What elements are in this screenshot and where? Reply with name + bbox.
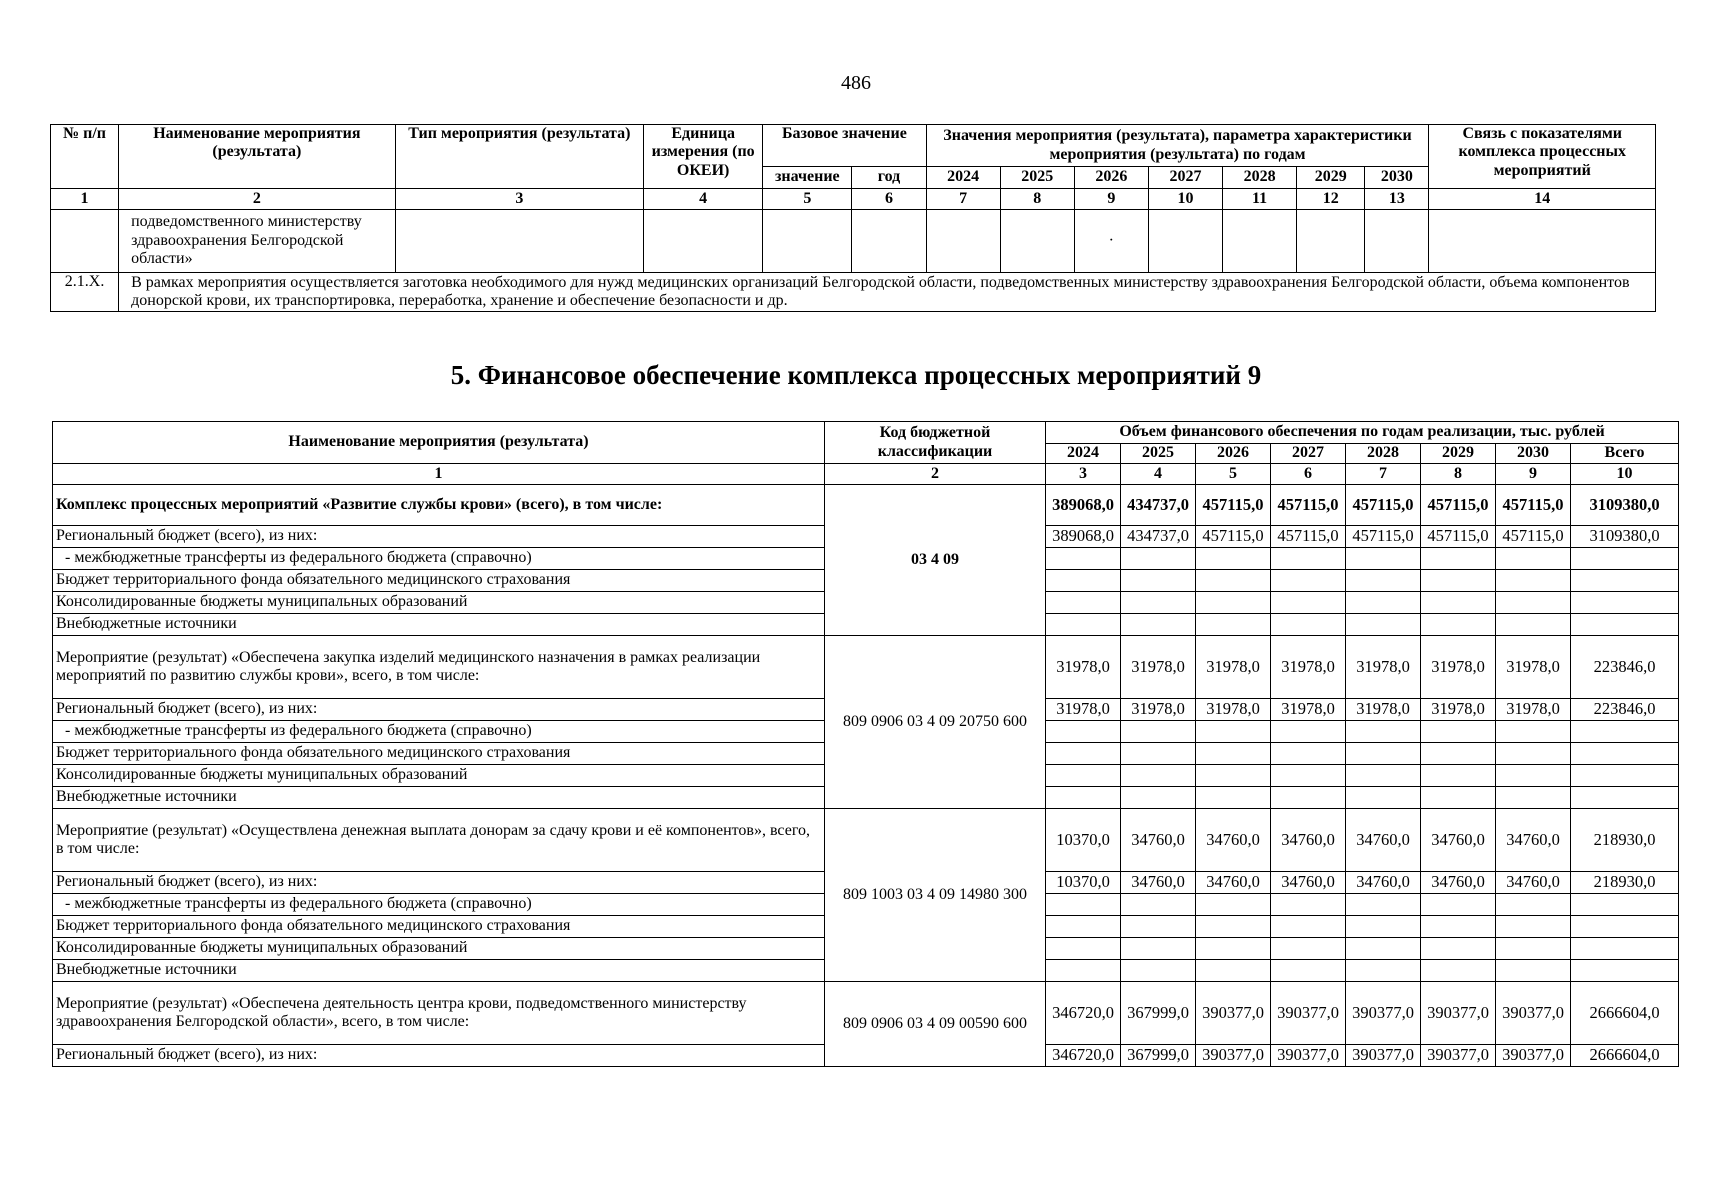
value-cell: 389068,0: [1046, 526, 1121, 548]
header-year: 2024: [926, 167, 1000, 189]
value-cell: 2666604,0: [1571, 982, 1679, 1045]
value-cell: 31978,0: [1121, 699, 1196, 721]
block-title: Мероприятие (результат) «Обеспечена закупка изделий медицинского назначения в рамках реализации мероприятий по развитию службы крови», всего, в том числе:: [53, 636, 825, 699]
value-cell: 34760,0: [1421, 872, 1496, 894]
value-cell: 31978,0: [1421, 636, 1496, 699]
value-cell: 457115,0: [1346, 485, 1421, 526]
row-label: Бюджет территориального фонда обязательного медицинского страхования: [53, 570, 825, 592]
value-cell: 390377,0: [1346, 982, 1421, 1045]
header-activity-name: Наименование мероприятия (результата): [53, 422, 825, 464]
value-cell: 31978,0: [1046, 699, 1121, 721]
header-base-year: год: [852, 167, 926, 189]
value-cell: 457115,0: [1421, 526, 1496, 548]
budget-code: 809 1003 03 4 09 14980 300: [825, 809, 1046, 982]
col-number: 4: [1121, 464, 1196, 485]
value-cell: 223846,0: [1571, 636, 1679, 699]
col-number: 7: [1346, 464, 1421, 485]
value-cell: 34760,0: [1346, 872, 1421, 894]
value-cell: 34760,0: [1496, 872, 1571, 894]
header-unit: Единица измерения (по ОКЕИ): [644, 125, 763, 189]
header-total: Всего: [1571, 444, 1679, 464]
col-number: 5: [763, 189, 852, 210]
continuation-text: подведомственного министерству здравоохранения Белгородской области»: [119, 210, 395, 273]
continuation-row: [51, 210, 1656, 273]
note-number: 2.1.X.: [51, 273, 119, 312]
row-label: Внебюджетные источники: [53, 960, 825, 982]
col-number: 7: [926, 189, 1000, 210]
header-year: 2030: [1365, 167, 1429, 189]
value-cell: 457115,0: [1496, 485, 1571, 526]
col-number: 1: [51, 189, 119, 210]
block-title: Мероприятие (результат) «Обеспечена деятельность центра крови, подведомственного министерству здравоохранения Белгородской области», всего, в том числе:: [53, 982, 825, 1045]
value-cell: 31978,0: [1271, 699, 1346, 721]
stray-mark: ·: [1074, 210, 1148, 273]
value-cell: 390377,0: [1496, 1045, 1571, 1067]
value-cell: 390377,0: [1346, 1045, 1421, 1067]
value-cell: 390377,0: [1421, 982, 1496, 1045]
value-cell: 34760,0: [1421, 809, 1496, 872]
block-total-row: [53, 982, 1679, 1045]
budget-code: 809 0906 03 4 09 20750 600: [825, 636, 1046, 809]
value-cell: 346720,0: [1046, 1045, 1121, 1067]
header-type: Тип мероприятия (результата): [395, 125, 643, 189]
header-year: 2024: [1046, 444, 1121, 464]
col-number: 2: [119, 189, 395, 210]
page-number: 486: [841, 72, 871, 94]
col-number: 13: [1365, 189, 1429, 210]
value-cell: 31978,0: [1346, 636, 1421, 699]
value-cell: 31978,0: [1346, 699, 1421, 721]
value-cell: 31978,0: [1496, 636, 1571, 699]
value-cell: 34760,0: [1196, 809, 1271, 872]
value-cell: 10370,0: [1046, 872, 1121, 894]
col-number: 6: [852, 189, 926, 210]
col-number: 3: [395, 189, 643, 210]
col-number: 10: [1148, 189, 1222, 210]
row-label: Консолидированные бюджеты муниципальных образований: [53, 592, 825, 614]
value-cell: 31978,0: [1196, 699, 1271, 721]
row-label: Бюджет территориального фонда обязательного медицинского страхования: [53, 743, 825, 765]
header-num: № п/п: [51, 125, 119, 189]
row-label: - межбюджетные трансферты из федерального бюджета (справочно): [53, 894, 825, 916]
row-label: Консолидированные бюджеты муниципальных образований: [53, 765, 825, 787]
col-number: 11: [1223, 189, 1297, 210]
section-heading: 5. Финансовое обеспечение комплекса процессных мероприятий 9: [450, 360, 1262, 390]
col-number: 14: [1429, 189, 1656, 210]
row-label: Региональный бюджет (всего), из них:: [53, 699, 825, 721]
col-number: 8: [1421, 464, 1496, 485]
value-cell: 457115,0: [1496, 526, 1571, 548]
row-label: Внебюджетные источники: [53, 787, 825, 809]
value-cell: 34760,0: [1346, 809, 1421, 872]
header-year: 2026: [1074, 167, 1148, 189]
row-label: Внебюджетные источники: [53, 614, 825, 636]
row-label: - межбюджетные трансферты из федерального бюджета (справочно): [53, 721, 825, 743]
value-cell: 389068,0: [1046, 485, 1121, 526]
block-title: Комплекс процессных мероприятий «Развитие службы крови» (всего), в том числе:: [53, 485, 825, 526]
header-year: 2027: [1271, 444, 1346, 464]
col-number: 10: [1571, 464, 1679, 485]
col-number: 2: [825, 464, 1046, 485]
value-cell: 218930,0: [1571, 809, 1679, 872]
value-cell: 390377,0: [1196, 982, 1271, 1045]
value-cell: 34760,0: [1496, 809, 1571, 872]
row-label: Бюджет территориального фонда обязательного медицинского страхования: [53, 916, 825, 938]
header-year: 2026: [1196, 444, 1271, 464]
row-label: - межбюджетные трансферты из федерального бюджета (справочно): [53, 548, 825, 570]
value-cell: 34760,0: [1271, 809, 1346, 872]
row-label: Региональный бюджет (всего), из них:: [53, 526, 825, 548]
value-cell: 457115,0: [1421, 485, 1496, 526]
note-row: [51, 273, 1656, 312]
value-cell: 434737,0: [1121, 526, 1196, 548]
value-cell: 218930,0: [1571, 872, 1679, 894]
value-cell: 34760,0: [1121, 809, 1196, 872]
block-total-row: [53, 485, 1679, 526]
value-cell: 457115,0: [1196, 526, 1271, 548]
value-cell: 223846,0: [1571, 699, 1679, 721]
value-cell: 31978,0: [1271, 636, 1346, 699]
value-cell: 10370,0: [1046, 809, 1121, 872]
value-cell: 3109380,0: [1571, 526, 1679, 548]
value-cell: 34760,0: [1196, 872, 1271, 894]
value-cell: 457115,0: [1346, 526, 1421, 548]
budget-code: 809 0906 03 4 09 00590 600: [825, 982, 1046, 1067]
value-cell: 390377,0: [1496, 982, 1571, 1045]
value-cell: 457115,0: [1271, 485, 1346, 526]
row-label: Региональный бюджет (всего), из них:: [53, 872, 825, 894]
col-number: 1: [53, 464, 825, 485]
column-numbers-row: [51, 189, 1656, 210]
header-year: 2030: [1496, 444, 1571, 464]
header-base-value: значение: [763, 167, 852, 189]
value-cell: 390377,0: [1421, 1045, 1496, 1067]
header-volume: Объем финансового обеспечения по годам реализации, тыс. рублей: [1046, 422, 1679, 444]
header-year: 2029: [1421, 444, 1496, 464]
block-total-row: [53, 636, 1679, 699]
value-cell: 434737,0: [1121, 485, 1196, 526]
value-cell: 367999,0: [1121, 1045, 1196, 1067]
col-number: 4: [644, 189, 763, 210]
value-cell: 2666604,0: [1571, 1045, 1679, 1067]
value-cell: 31978,0: [1121, 636, 1196, 699]
value-cell: 31978,0: [1496, 699, 1571, 721]
value-cell: 367999,0: [1121, 982, 1196, 1045]
value-cell: 3109380,0: [1571, 485, 1679, 526]
col-number: 9: [1496, 464, 1571, 485]
value-cell: 457115,0: [1196, 485, 1271, 526]
col-number: 3: [1046, 464, 1121, 485]
header-year: 2025: [1121, 444, 1196, 464]
row-label: Региональный бюджет (всего), из них:: [53, 1045, 825, 1067]
col-number: 9: [1074, 189, 1148, 210]
block-title: Мероприятие (результат) «Осуществлена денежная выплата донорам за сдачу крови и её компонентов», всего, в том числе:: [53, 809, 825, 872]
value-cell: 34760,0: [1121, 872, 1196, 894]
value-cell: 390377,0: [1271, 982, 1346, 1045]
value-cell: 390377,0: [1271, 1045, 1346, 1067]
column-numbers-row: [53, 464, 1679, 485]
col-number: 5: [1196, 464, 1271, 485]
value-cell: 31978,0: [1196, 636, 1271, 699]
header-name: Наименование мероприятия (результата): [119, 125, 395, 189]
row-label: Консолидированные бюджеты муниципальных образований: [53, 938, 825, 960]
note-text: В рамках мероприятия осуществляется заготовка необходимого для нужд медицинских организаций Белгородской области, подведомственных министерству здравоохранения Белгородской области, объема компонентов донорской крови, их транспортировка, переработка, хранение и обеспечение безопасности и др.: [119, 273, 1656, 312]
col-number: 8: [1000, 189, 1074, 210]
financing-table: [52, 421, 1679, 1067]
header-year: 2028: [1346, 444, 1421, 464]
header-year: 2029: [1297, 167, 1365, 189]
value-cell: 346720,0: [1046, 982, 1121, 1045]
header-base: Базовое значение: [763, 125, 926, 167]
header-year: 2025: [1000, 167, 1074, 189]
value-cell: 34760,0: [1271, 872, 1346, 894]
value-cell: 457115,0: [1271, 526, 1346, 548]
budget-code: 03 4 09: [825, 485, 1046, 636]
value-cell: 31978,0: [1046, 636, 1121, 699]
header-values: Значения мероприятия (результата), параметра характеристики мероприятия (результата) по годам: [926, 125, 1429, 167]
header-year: 2028: [1223, 167, 1297, 189]
value-cell: 390377,0: [1196, 1045, 1271, 1067]
activities-table: [50, 124, 1656, 312]
header-link: Связь с показателями комплекса процессных мероприятий: [1429, 125, 1656, 189]
value-cell: 31978,0: [1421, 699, 1496, 721]
block-total-row: [53, 809, 1679, 872]
col-number: 12: [1297, 189, 1365, 210]
header-budget-code: Код бюджетной классификации: [825, 422, 1046, 464]
header-year: 2027: [1148, 167, 1222, 189]
col-number: 6: [1271, 464, 1346, 485]
